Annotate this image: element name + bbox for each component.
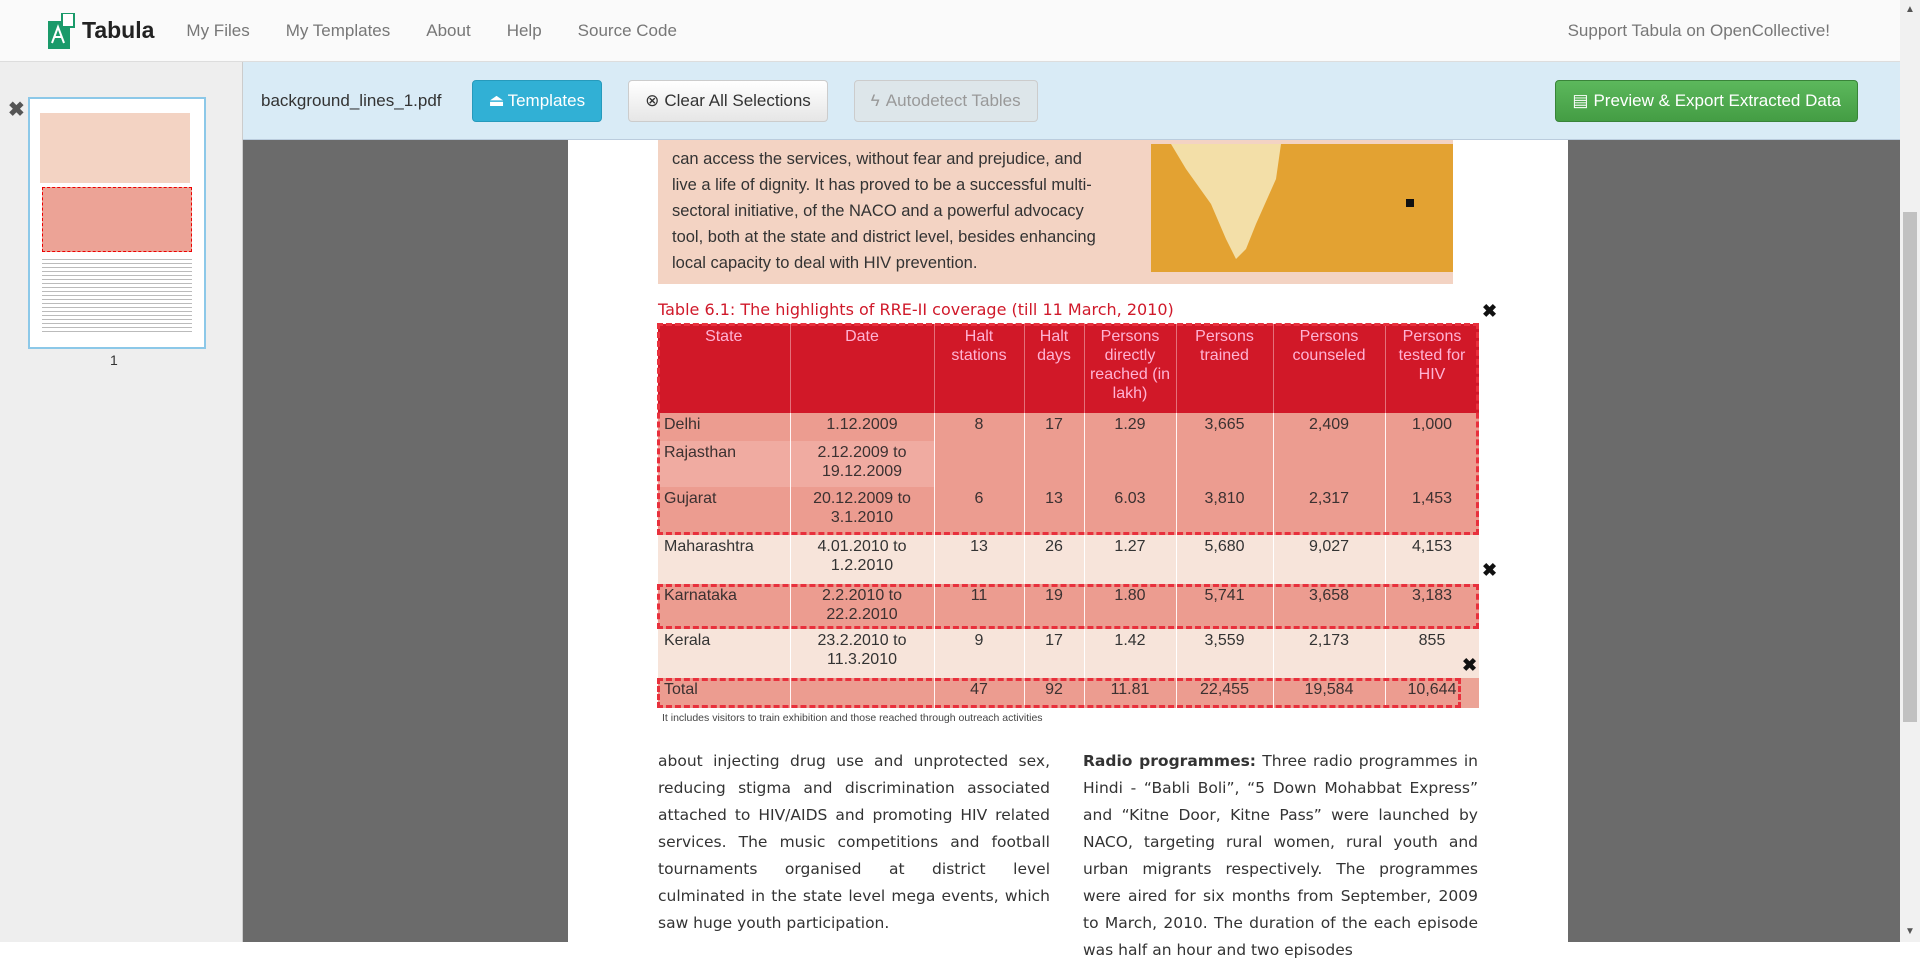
scroll-up-arrow-icon[interactable]: ▲	[1905, 4, 1915, 15]
td: 9,027	[1273, 535, 1385, 584]
table-selection-2[interactable]	[657, 584, 1479, 629]
close-selection-icon[interactable]: ✖	[1462, 655, 1478, 675]
intro-line: sectoral initiative, of the NACO and a powerful advocacy	[672, 202, 1084, 220]
export-label: Preview & Export Extracted Data	[1593, 90, 1841, 110]
td: 2.2.2010 to 22.2.2010	[790, 584, 934, 629]
td: 5,741	[1176, 584, 1273, 629]
thumb-intro-box	[40, 113, 190, 183]
table-selection-3[interactable]	[657, 678, 1461, 708]
intro-line: live a life of dignity. It has proved to be a successful multi-	[672, 176, 1092, 194]
td: 1.27	[1084, 535, 1176, 584]
filename: background_lines_1.pdf	[261, 90, 442, 110]
left-column-text: about injecting drug use and unprotected sex, reducing stigma and discrimination associated attached to HIV/AIDS and promoting HIV related services. The music competitions and football tournaments organised at district level culminated in the state level mega events, which saw huge youth participation.	[658, 752, 1050, 932]
template-icon: ⏏	[488, 90, 505, 110]
td: 11	[934, 584, 1024, 629]
td: 9	[934, 629, 1024, 678]
brand-logo[interactable]	[46, 13, 154, 49]
td: 5,680	[1176, 535, 1273, 584]
clear-all-selections-button[interactable]	[628, 80, 828, 122]
td: 19	[1024, 584, 1084, 629]
th: Halt days	[1024, 324, 1084, 413]
td: 4.01.2010 to 1.2.2010	[790, 535, 934, 584]
td: 2,173	[1273, 629, 1385, 678]
radio-heading: Radio programmes:	[1083, 752, 1257, 770]
templates-label: Templates	[507, 90, 586, 110]
td: 19,584	[1273, 678, 1385, 708]
autodetect-label: Autodetect Tables	[885, 90, 1021, 110]
page-thumbnail[interactable]	[28, 97, 206, 349]
td: 26	[1024, 535, 1084, 584]
scroll-down-arrow-icon[interactable]: ▼	[1905, 926, 1915, 937]
th: Date	[790, 324, 934, 413]
td: 6	[934, 487, 1024, 535]
toolbar	[243, 62, 1900, 140]
th: Persons directly reached (in lakh)	[1084, 324, 1176, 413]
th: Persons counseled	[1273, 324, 1385, 413]
td: 3,658	[1273, 584, 1385, 629]
td: Karnataka	[658, 584, 790, 629]
td: 10,644	[1385, 678, 1479, 708]
table-list-icon: ▤	[1572, 90, 1589, 110]
td: Total	[658, 678, 790, 708]
table-title: Table 6.1: The highlights of RRE-II coverage (till 11 March, 2010)	[658, 300, 1174, 319]
td: 2,317	[1273, 487, 1385, 535]
th: State	[658, 324, 790, 413]
scrollbar-thumb[interactable]	[1903, 212, 1917, 722]
nav-my-templates[interactable]: My Templates	[285, 20, 391, 40]
td: 1,453	[1385, 487, 1479, 535]
nav-about[interactable]: About	[426, 20, 471, 40]
nav-my-files[interactable]: My Files	[186, 20, 250, 40]
radio-body: Three radio programmes in Hindi - “Babli Boli”, “5 Down Mohabbat Express” and “Kitne Door, Kitne Pass” were launched by NACO, targeting rural women, rural youth and urban migrants respectively. The programmes were aired for six months from September, 2009 to March, 2010. The duration of the each episode was half an hour and two episodes	[1083, 752, 1478, 959]
td: 4,153	[1385, 535, 1479, 584]
table-footnote: It includes visitors to train exhibition and those reached through outreach activities	[662, 712, 1043, 724]
table-selection-1[interactable]	[657, 323, 1479, 535]
right-column-text	[1083, 748, 1478, 964]
page-number: 1	[110, 352, 118, 368]
autodetect-tables-button[interactable]	[854, 80, 1038, 122]
table-row	[658, 535, 1479, 584]
td: 2,409	[1273, 413, 1385, 487]
lightning-icon: ϟ	[870, 90, 880, 110]
td: 17	[1024, 629, 1084, 678]
intro-paragraph	[672, 146, 1142, 276]
templates-button[interactable]	[472, 80, 603, 122]
td: 23.2.2010 to 11.3.2010	[790, 629, 934, 678]
preview-export-button[interactable]	[1555, 80, 1858, 122]
td: 1.29	[1084, 413, 1176, 487]
support-link[interactable]: Support Tabula on OpenCollective!	[1567, 20, 1830, 40]
td: 1.42	[1084, 629, 1176, 678]
intro-line: tool, both at the state and district level, besides enhancing	[672, 228, 1096, 246]
td: 2.12.2009 to 19.12.2009	[790, 441, 934, 487]
nav-source-code[interactable]: Source Code	[577, 20, 677, 40]
td: 8	[934, 413, 1024, 487]
td: 92	[1024, 678, 1084, 708]
close-selection-icon[interactable]: ✖	[1482, 301, 1498, 321]
intro-line: local capacity to deal with HIV prevention.	[672, 254, 978, 272]
intro-line: can access the services, without fear and prejudice, and	[672, 150, 1082, 168]
td: 1.80	[1084, 584, 1176, 629]
td: 6.03	[1084, 487, 1176, 535]
td: 13	[1024, 487, 1084, 535]
clear-circle-icon: ⊗	[645, 90, 660, 110]
td: 855	[1385, 629, 1479, 678]
india-map-image	[1151, 144, 1453, 272]
table-row	[658, 629, 1479, 678]
brand-name: Tabula	[82, 17, 155, 43]
navbar	[0, 0, 1900, 62]
td: 22,455	[1176, 678, 1273, 708]
td: 1,000	[1385, 413, 1479, 487]
thumb-text	[42, 259, 192, 334]
page-thumbnail-sidebar	[0, 62, 243, 942]
clear-label: Clear All Selections	[664, 90, 811, 110]
td: Rajasthan	[658, 441, 790, 487]
thumb-table	[42, 187, 192, 252]
td: 13	[934, 535, 1024, 584]
td: 3,810	[1176, 487, 1273, 535]
td: Kerala	[658, 629, 790, 678]
nav-help[interactable]: Help	[506, 20, 542, 40]
td: 11.81	[1084, 678, 1176, 708]
td: Gujarat	[658, 487, 790, 535]
th: Halt stations	[934, 324, 1024, 413]
td: 3,665	[1176, 413, 1273, 487]
th: Persons tested for HIV	[1385, 324, 1479, 413]
td: 47	[934, 678, 1024, 708]
td: 3,559	[1176, 629, 1273, 678]
td: 20.12.2009 to 3.1.2010	[790, 487, 934, 535]
th: Persons trained	[1176, 324, 1273, 413]
td: Delhi	[658, 413, 790, 441]
td: 3,183	[1385, 584, 1479, 629]
td: Maharashtra	[658, 535, 790, 584]
close-icon[interactable]: ✖	[8, 99, 25, 121]
td: 17	[1024, 413, 1084, 487]
close-selection-icon[interactable]: ✖	[1482, 560, 1498, 580]
tabula-logo-icon	[46, 13, 76, 49]
td: 1.12.2009	[790, 413, 934, 441]
